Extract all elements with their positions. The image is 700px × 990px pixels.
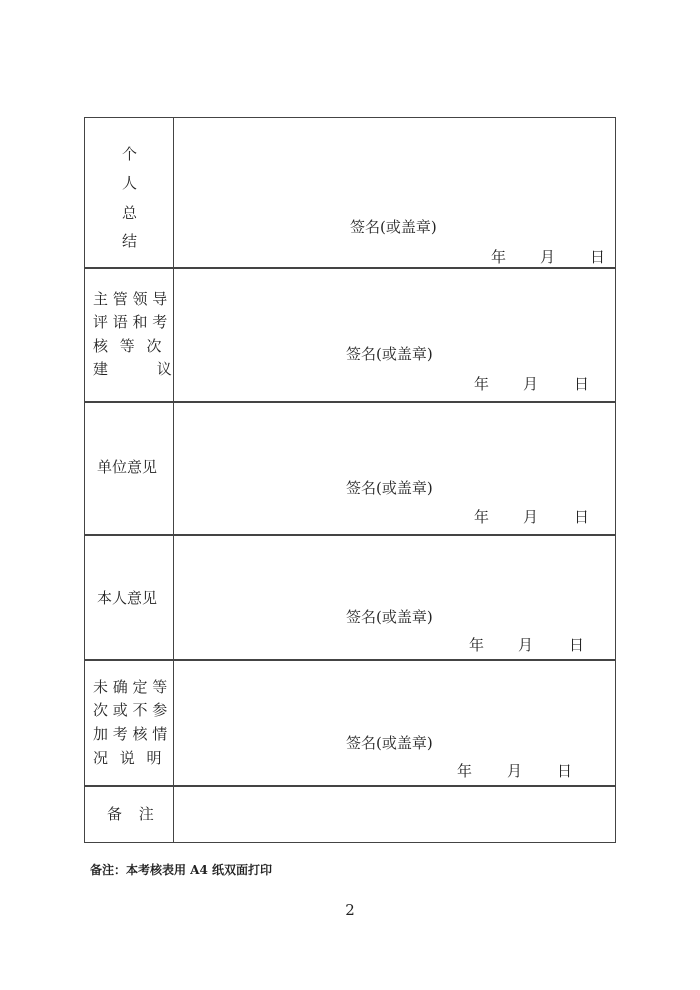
personal-opinion-row bbox=[84, 534, 616, 661]
date-day-label: 日 bbox=[574, 508, 590, 526]
personal-opinion-label: 本人意见 bbox=[97, 589, 158, 607]
remarks-label-cell bbox=[85, 786, 174, 842]
assessment-form-table bbox=[84, 117, 616, 843]
date-month-label: 月 bbox=[523, 375, 539, 393]
no-grade-explanation-label-line-2: 次 或 不 参 bbox=[93, 701, 168, 719]
personal-summary-label-line-4: 结 bbox=[122, 232, 138, 250]
date-month-label: 月 bbox=[507, 762, 523, 780]
date-year-label: 年 bbox=[474, 508, 490, 526]
supervisor-comment-label-cell bbox=[85, 268, 174, 402]
no-grade-explanation-label-line-3: 加 考 核 情 bbox=[93, 725, 168, 743]
signature-label: 签名(或盖章) bbox=[346, 479, 433, 497]
personal-summary-label-line-3: 总 bbox=[122, 204, 138, 222]
date-day-label: 日 bbox=[557, 762, 573, 780]
date-day-label: 日 bbox=[569, 636, 585, 654]
date-day-label: 日 bbox=[574, 375, 590, 393]
date-year-label: 年 bbox=[474, 375, 490, 393]
personal-summary-label-line-1: 个 bbox=[122, 145, 138, 163]
date-month-label: 月 bbox=[523, 508, 539, 526]
no-grade-explanation-row bbox=[84, 659, 616, 787]
signature-label: 签名(或盖章) bbox=[346, 734, 433, 752]
remarks-row bbox=[84, 785, 616, 843]
supervisor-comment-label-line-1: 主 管 领 导 bbox=[93, 290, 168, 308]
supervisor-comment-label-line-3: 核 等 次 bbox=[93, 337, 162, 355]
signature-label: 签名(或盖章) bbox=[346, 345, 433, 363]
date-month-label: 月 bbox=[518, 636, 534, 654]
supervisor-comment-label-line-4: 建 议 bbox=[93, 360, 172, 378]
date-year-label: 年 bbox=[491, 248, 507, 266]
signature-label: 签名(或盖章) bbox=[346, 608, 433, 626]
personal-summary-label-cell bbox=[85, 118, 174, 268]
unit-opinion-row bbox=[84, 401, 616, 536]
print-footnote: 备注：本考核表用 A4 纸双面打印 bbox=[90, 863, 273, 877]
no-grade-explanation-label-line-4: 况 说 明 bbox=[93, 749, 162, 767]
no-grade-explanation-label-cell bbox=[85, 660, 174, 786]
remarks-label: 备 注 bbox=[107, 805, 154, 823]
no-grade-explanation-label-line-1: 未 确 定 等 bbox=[93, 678, 168, 696]
personal-opinion-label-cell bbox=[85, 535, 174, 660]
date-day-label: 日 bbox=[590, 248, 606, 266]
unit-opinion-label-cell bbox=[85, 402, 174, 535]
date-year-label: 年 bbox=[457, 762, 473, 780]
page-number: 2 bbox=[345, 901, 355, 919]
personal-summary-label-line-2: 人 bbox=[122, 174, 138, 192]
unit-opinion-label: 单位意见 bbox=[97, 458, 158, 476]
personal-summary-row bbox=[84, 117, 616, 269]
signature-label: 签名(或盖章) bbox=[350, 218, 437, 236]
supervisor-comment-row bbox=[84, 267, 616, 403]
date-year-label: 年 bbox=[469, 636, 485, 654]
supervisor-comment-label-line-2: 评 语 和 考 bbox=[93, 313, 168, 331]
date-month-label: 月 bbox=[540, 248, 556, 266]
